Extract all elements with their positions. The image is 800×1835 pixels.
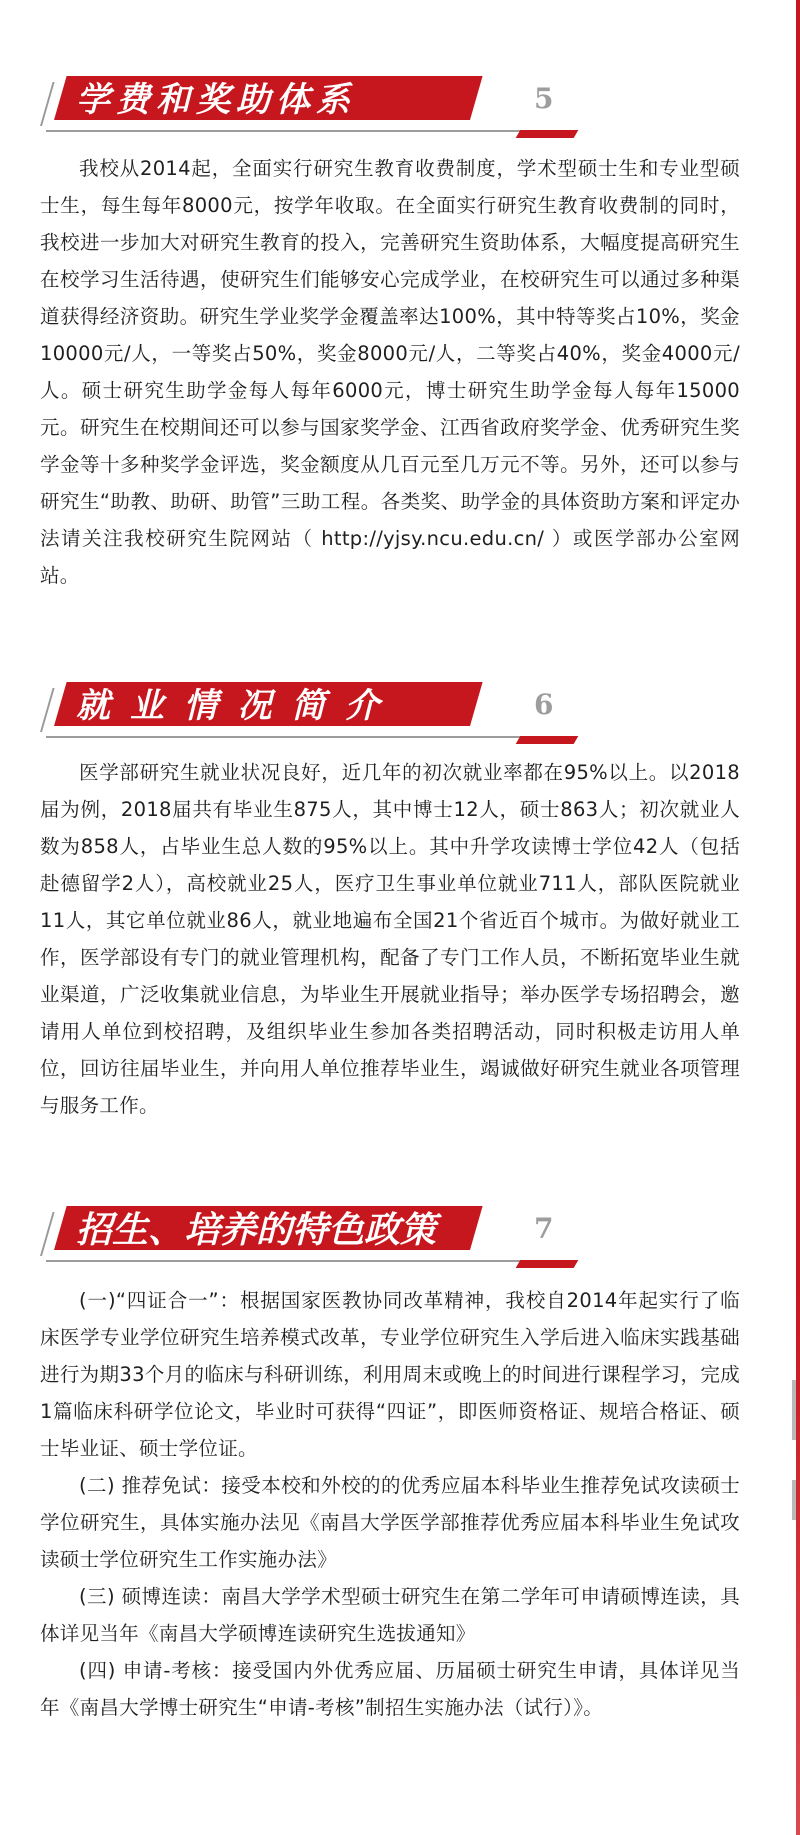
section-header bbox=[40, 674, 740, 744]
section-body bbox=[40, 150, 740, 594]
number-tab bbox=[516, 736, 579, 744]
section-body bbox=[40, 754, 740, 1124]
section-admission-policy bbox=[40, 1198, 740, 1726]
section-header bbox=[40, 68, 740, 138]
header-rule bbox=[46, 130, 562, 132]
policy-item-3: (三) 硕博连读：南昌大学学术型硕士研究生在第二学年可申请硕博连读，具体详见当年《南昌大学硕博连读研究生选拔通知》 bbox=[40, 1585, 740, 1645]
section-number: 6 bbox=[534, 688, 554, 721]
section-tuition-aid bbox=[40, 68, 740, 594]
section-header bbox=[40, 1198, 740, 1268]
header-rule bbox=[46, 1260, 562, 1262]
section-number: 7 bbox=[534, 1212, 554, 1245]
edge-mark bbox=[792, 1480, 796, 1520]
policy-item-4: (四) 申请-考核：接受国内外优秀应届、历届硕士研究生申请，具体详见当年《南昌大学博士研究生“申请-考核”制招生实施办法（试行）》。 bbox=[40, 1659, 740, 1719]
policy-item-2: (二) 推荐免试：接受本校和外校的的优秀应届本科毕业生推荐免试攻读硕士学位研究生，具体实施办法见《南昌大学医学部推荐优秀应届本科毕业生免试攻读硕士学位研究生工作实施办法》 bbox=[40, 1474, 740, 1571]
right-edge-rule bbox=[796, 0, 800, 1835]
section-number: 5 bbox=[534, 82, 554, 115]
paragraph: 医学部研究生就业状况良好，近几年的初次就业率都在95%以上。以2018届为例，2018届共有毕业生875人，其中博士12人，硕士863人；初次就业人数为858人，占毕业生总人数的95%以上。其中升学攻读博士学位42人（包括赴德留学2人），高校就业25人，医疗卫生事业单位就业711人，部队医院就业 11人，其它单位就业86人，就业地遍布全国21个省近百个城市。为做好就业工作，医学部设有专门的就业管理机构，配备了专门工作人员，不断拓宽毕业生就业渠道，广泛收集就业信息，为毕业生开展就业指导；举办医学专场招聘会，邀请用人单位到校招聘，及组织毕业生参加各类招聘活动，同时积极走访用人单位，回访往届毕业生，并向用人单位推荐毕业生，竭诚做好研究生就业各项管理与服务工作。 bbox=[40, 761, 740, 1117]
number-tab bbox=[516, 130, 579, 138]
number-tab bbox=[516, 1260, 579, 1268]
section-body bbox=[40, 1282, 740, 1726]
section-title: 就 业 情 况 简 介 bbox=[76, 686, 384, 726]
policy-item-1: (一)“四证合一”：根据国家医教协同改革精神，我校自2014年起实行了临床医学专业学位研究生培养模式改革，专业学位研究生入学后进入临床实践基础进行为期33个月的临床与科研训练，利用周末或晚上的时间进行课程学习，完成1篇临床科研学位论文，毕业时可获得“四证”，即医师资格证、规培合格证、硕士毕业证、硕士学位证。 bbox=[40, 1289, 740, 1460]
section-title: 招生、培养的特色政策 bbox=[76, 1209, 437, 1251]
paragraph: 我校从2014起，全面实行研究生教育收费制度，学术型硕士生和专业型硕士生，每生每年8000元，按学年收取。在全面实行研究生教育收费制的同时，我校进一步加大对研究生教育的投入，完善研究生资助体系，大幅度提高研究生在校学习生活待遇，使研究生们能够安心完成学业，在校研究生可以通过多种渠道获得经济资助。研究生学业奖学金覆盖率达100%，其中特等奖占10%，奖金10000元/人，一等奖占50%，奖金8000元/人，二等奖占40%，奖金4000元/人。硕士研究生助学金每人每年6000元，博士研究生助学金每人每年15000元。研究生在校期间还可以参与国家奖学金、江西省政府奖学金、优秀研究生奖学金等十多种奖学金评选，奖金额度从几百元至几万元不等。另外，还可以参与研究生“助教、助研、助管”三助工程。各类奖、助学金的具体资助方案和评定办法请关注我校研究生院网站（ http://yjsy.ncu.edu.cn/ ）或医学部办公室网站。 bbox=[40, 157, 740, 587]
header-rule bbox=[46, 736, 562, 738]
section-title: 学费和奖助体系 bbox=[76, 80, 356, 120]
section-employment bbox=[40, 674, 740, 1124]
edge-mark bbox=[792, 1380, 796, 1440]
